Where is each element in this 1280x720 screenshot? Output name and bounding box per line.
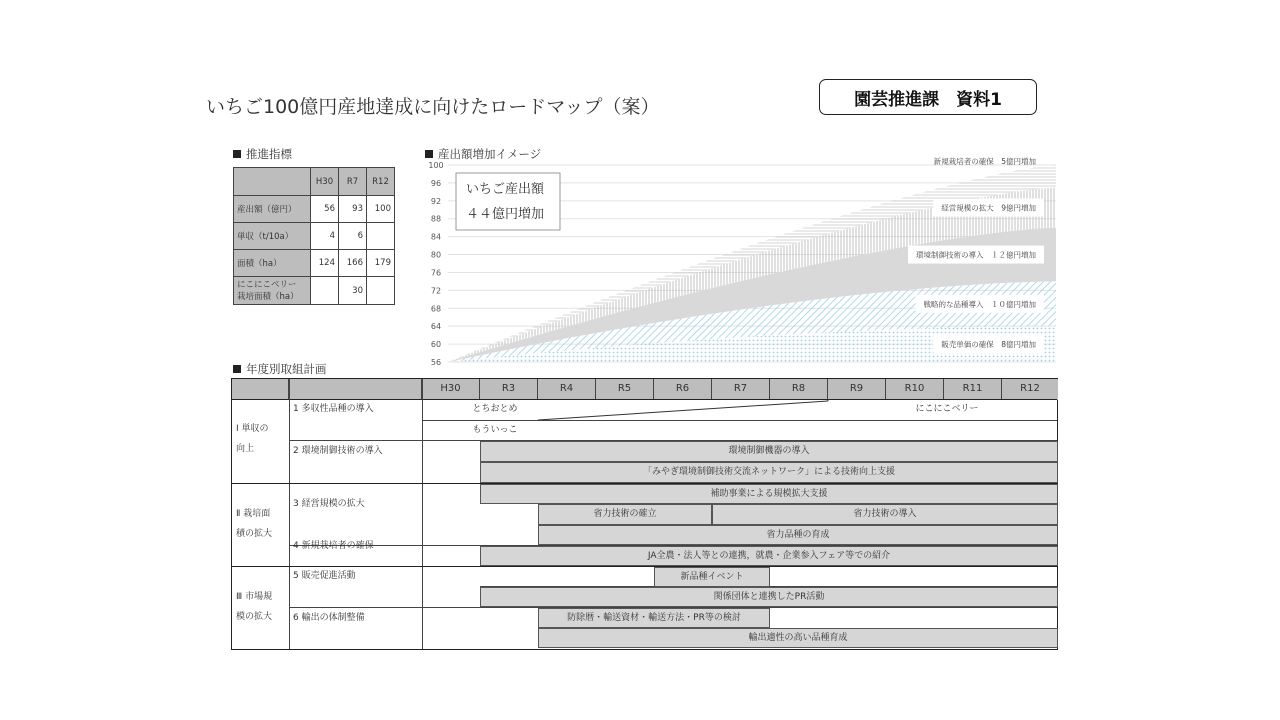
- item-label: 4 新規栽培者の確保: [293, 541, 374, 551]
- table-cell: 30: [339, 277, 367, 305]
- y-tick-label: 100: [428, 161, 444, 170]
- document-badge: 園芸推進課 資料1: [819, 79, 1037, 115]
- table-cell: 56: [311, 196, 339, 223]
- table-cell: 93: [339, 196, 367, 223]
- bar-subsidy: 補助事業による規模拡大支援: [480, 484, 1058, 505]
- year-header-H30: H30: [422, 379, 480, 400]
- series-label: [934, 156, 1037, 166]
- chart-heading: 産出額増加イメージ: [425, 146, 541, 162]
- y-tick-label: 72: [430, 286, 442, 296]
- year-header-R5: R5: [596, 379, 654, 400]
- bar-env_network: 「みやぎ環境制御技術交流ネットワーク」による技術向上支援: [480, 462, 1058, 483]
- item-label: 5 販売促進活動: [293, 571, 356, 581]
- svg-text:経営規模の拡大 9億円増加: 経営規模の拡大 9億円増加: [941, 203, 1036, 213]
- svg-text:販売単価の確保 8億円増加: 販売単価の確保 8億円増加: [941, 340, 1036, 350]
- group-label-line: Ⅰ 単収の: [236, 424, 269, 434]
- bar-env_equipment: 環境制御機器の導入: [480, 441, 1058, 462]
- group-label-line: 積の拡大: [236, 529, 273, 539]
- callout-line2: ４４億円増加: [466, 207, 545, 222]
- indicators-table: [233, 167, 395, 305]
- series-label: [933, 335, 1044, 353]
- year-header-R3: R3: [480, 379, 538, 400]
- item-label: 3 経営規模の拡大: [293, 499, 365, 509]
- y-tick-label: 56: [430, 358, 442, 367]
- bar-export_review: 防除暦・輸送資材・輸送方法・PR等の検討: [538, 608, 770, 629]
- bar-labor_variety: 省力品種の育成: [538, 525, 1058, 546]
- series-label: [916, 295, 1045, 313]
- row-label: 単収（t/10a）: [234, 223, 311, 250]
- indicators-header-row: [234, 168, 395, 196]
- table-cell: 124: [311, 250, 339, 277]
- row-label: 面積（ha）: [234, 250, 311, 277]
- bar-pr_activity: 関係団体と連携したPR活動: [480, 587, 1058, 608]
- bar-new_growers: JA全農・法人等との連携，就農・企業参入フェア等での紹介: [480, 546, 1058, 567]
- year-header-R12: R12: [1002, 379, 1058, 400]
- series-label: [933, 199, 1044, 217]
- variety-tochiotome: とちおとめ: [472, 404, 518, 414]
- group-label-line: Ⅱ 栽培面: [236, 509, 271, 519]
- year-header-R7: R7: [712, 379, 770, 400]
- group-label-line: 模の拡大: [236, 612, 273, 622]
- year-header-R9: R9: [828, 379, 886, 400]
- total-callout: [456, 173, 560, 230]
- square-bullet-icon: [233, 365, 241, 373]
- series-label: [908, 246, 1044, 264]
- item-label: 1 多収性品種の導入: [293, 404, 374, 414]
- y-tick-label: 80: [430, 250, 442, 260]
- year-header-R11: R11: [944, 379, 1002, 400]
- bar-labor_tech_establish: 省力技術の確立: [538, 504, 712, 525]
- group-label-line: Ⅲ 市場規: [236, 592, 273, 602]
- svg-text:環境制御技術の導入 １２億円増加: 環境制御技術の導入 １２億円増加: [916, 250, 1036, 260]
- y-tick-label: 68: [430, 304, 442, 314]
- table-cell: [367, 223, 395, 250]
- year-header-R8: R8: [770, 379, 828, 400]
- year-header-R6: R6: [654, 379, 712, 400]
- indicators-col-header: R12: [367, 168, 395, 196]
- variety-transition-line: [232, 379, 1057, 439]
- y-tick-label: 60: [430, 340, 442, 350]
- indicators-heading: 推進指標: [233, 146, 292, 162]
- y-tick-label: 88: [430, 214, 442, 224]
- item-label: 2 環境制御技術の導入: [293, 446, 383, 456]
- y-tick-label: 96: [430, 178, 442, 188]
- roadmap-table: [231, 378, 1058, 650]
- y-tick-label: 84: [430, 232, 442, 242]
- variety-mouikko: もういっこ: [472, 425, 518, 435]
- table-row: [234, 250, 395, 277]
- indicators-corner-cell: [234, 168, 311, 196]
- square-bullet-icon: [233, 150, 241, 158]
- row-label: にこにこベリー 栽培面積（ha）: [234, 277, 311, 305]
- indicators-col-header: R7: [339, 168, 367, 196]
- bar-new_variety_event: 新品種イベント: [654, 567, 770, 587]
- row-label: 産出額（億円）: [234, 196, 311, 223]
- group-label: [232, 504, 289, 544]
- table-cell: 179: [367, 250, 395, 277]
- svg-text:新規栽培者の確保 5億円増加: 新規栽培者の確保 5億円増加: [933, 157, 1036, 166]
- bar-labor_tech_intro: 省力技術の導入: [712, 504, 1058, 525]
- group-label-line: 向上: [236, 444, 255, 454]
- table-row: [234, 196, 395, 223]
- output-increase-chart: [420, 155, 1060, 370]
- table-cell: 100: [367, 196, 395, 223]
- callout-line1: いちご産出額: [466, 182, 545, 197]
- roadmap-heading: 年度別取組計画: [233, 361, 327, 377]
- page-title: いちご100億円産地達成に向けたロードマップ（案）: [206, 96, 660, 118]
- bar-export_variety: 輸出適性の高い品種育成: [538, 628, 1058, 648]
- table-row: [234, 223, 395, 250]
- variety-niconico: にこにこベリー: [915, 404, 979, 414]
- table-cell: [311, 277, 339, 305]
- table-row: [234, 277, 395, 305]
- item-label: 6 輸出の体制整備: [293, 613, 365, 623]
- y-tick-label: 76: [430, 268, 442, 278]
- group-label: [232, 587, 289, 627]
- year-header-R4: R4: [538, 379, 596, 400]
- table-cell: 4: [311, 223, 339, 250]
- indicators-col-header: H30: [311, 168, 339, 196]
- svg-text:戦略的な品種導入 １０億円増加: 戦略的な品種導入 １０億円増加: [923, 299, 1036, 309]
- table-cell: [367, 277, 395, 305]
- y-tick-label: 64: [430, 322, 442, 332]
- year-header-R10: R10: [886, 379, 944, 400]
- table-cell: 166: [339, 250, 367, 277]
- y-tick-label: 92: [430, 196, 442, 206]
- table-cell: 6: [339, 223, 367, 250]
